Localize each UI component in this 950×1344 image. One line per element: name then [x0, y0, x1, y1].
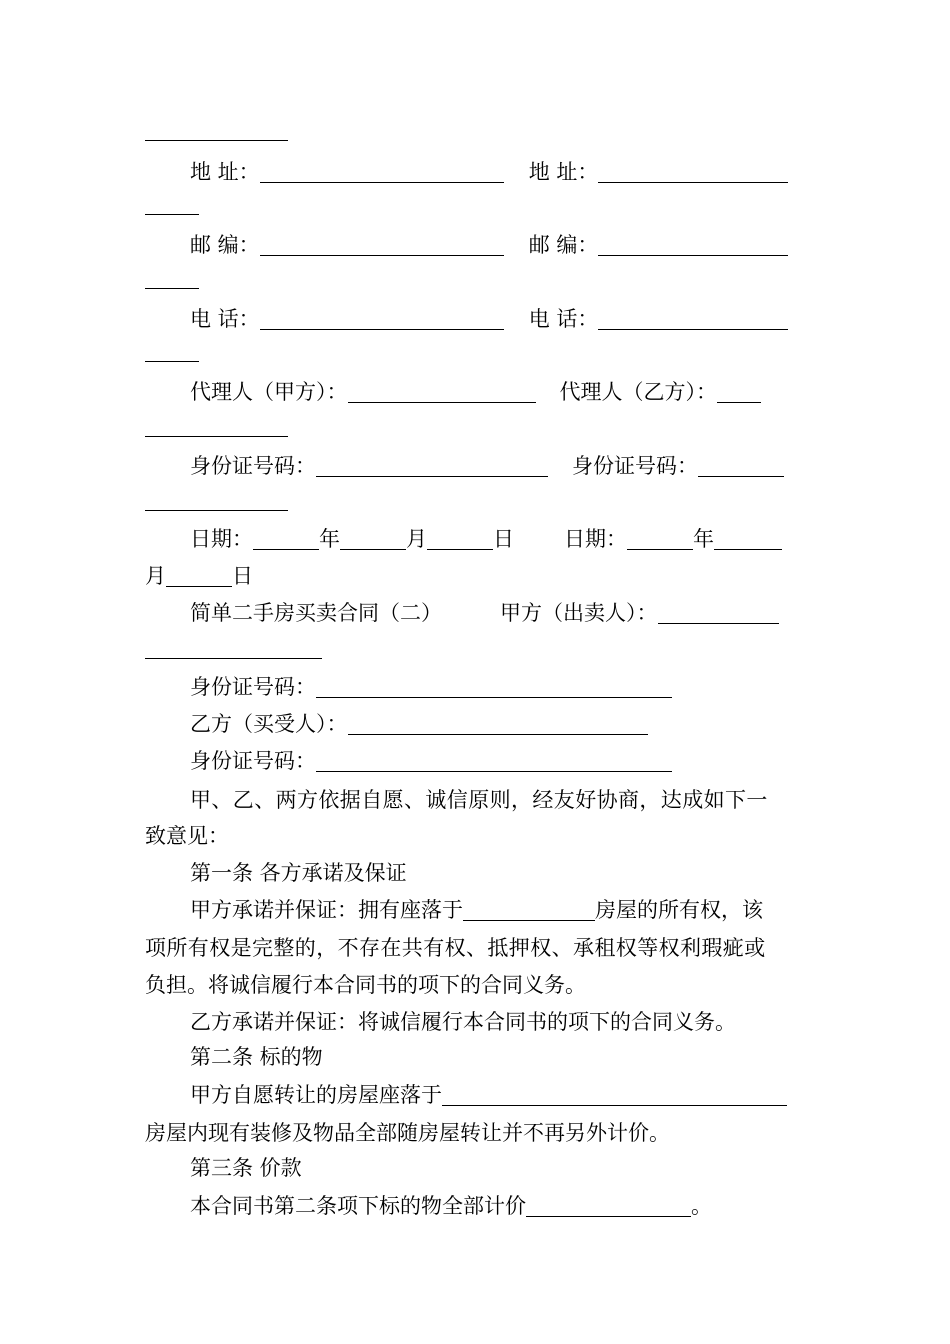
- year-label-a: 年: [319, 527, 340, 551]
- title-row: [145, 595, 807, 631]
- address-label-a: 地 址：: [190, 160, 260, 184]
- location-field-2[interactable]: [442, 1081, 787, 1106]
- date-label-a: 日期：: [190, 527, 253, 551]
- date-row-cont: [145, 558, 807, 594]
- article-1-text-b: 房屋的所有权，该: [595, 898, 763, 922]
- zip-label-b: 邮 编：: [528, 233, 599, 257]
- date-row: [145, 521, 807, 557]
- blank-line[interactable]: [145, 361, 199, 362]
- article-2-title: 第二条 标的物: [190, 1045, 323, 1069]
- month-label-a: 月: [406, 527, 427, 551]
- id-label-c: 身份证号码：: [190, 675, 316, 699]
- price-field[interactable]: [526, 1192, 691, 1217]
- article-2-para-2: [145, 1115, 807, 1151]
- contract-title: 简单二手房买卖合同（二）: [190, 601, 442, 625]
- article-3-title: 第三条 价款: [190, 1156, 302, 1180]
- blank-line[interactable]: [145, 436, 288, 437]
- party-b-row: [145, 706, 807, 742]
- year-field-a[interactable]: [253, 525, 319, 550]
- intro-line-1: [145, 782, 807, 818]
- agent-label-b: 代理人（乙方）：: [559, 380, 717, 404]
- blank-line[interactable]: [145, 510, 288, 511]
- phone-field-a[interactable]: [260, 305, 504, 330]
- article-1-text-a: 甲方承诺并保证：拥有座落于: [190, 898, 463, 922]
- article-2-text-1: 甲方自愿转让的房屋座落于: [190, 1083, 442, 1107]
- date-label-b: 日期：: [564, 527, 627, 551]
- address-label-b: 地 址：: [528, 160, 599, 184]
- id-row-d: [145, 743, 807, 779]
- phone-label-b: 电 话：: [528, 307, 599, 331]
- zip-label-a: 邮 编：: [190, 233, 260, 257]
- day-field-a[interactable]: [427, 525, 493, 550]
- phone-label-a: 电 话：: [190, 307, 260, 331]
- article-3-heading: [145, 1150, 807, 1186]
- article-1-title: 第一条 各方承诺及保证: [190, 861, 407, 885]
- article-1-text-4: 乙方承诺并保证：将诚信履行本合同书的项下的合同义务。: [190, 1010, 736, 1034]
- article-1-para-1-line-2: [145, 930, 807, 966]
- blank-line[interactable]: [145, 288, 199, 289]
- id-field-a[interactable]: [316, 452, 548, 477]
- address-field-a[interactable]: [260, 158, 504, 183]
- article-1-para-2: [145, 1004, 807, 1040]
- id-label-b: 身份证号码：: [572, 454, 698, 478]
- id-label-a: 身份证号码：: [190, 454, 316, 478]
- article-1-para-1: [145, 892, 807, 928]
- intro-text-1: 甲、乙、两方依据自愿、诚信原则，经友好协商，达成如下一: [190, 788, 768, 812]
- party-a-label: 甲方（出卖人）：: [500, 601, 658, 625]
- article-2-text-2: 房屋内现有装修及物品全部随房屋转让并不再另外计价。: [145, 1121, 670, 1145]
- zip-field-b[interactable]: [598, 231, 788, 256]
- id-field-c[interactable]: [316, 673, 672, 698]
- id-row: [145, 448, 807, 484]
- article-3-text-a: 本合同书第二条项下标的物全部计价: [190, 1194, 526, 1218]
- article-1-heading: [145, 855, 807, 891]
- agent-field-b[interactable]: [717, 378, 761, 403]
- article-2-heading: [145, 1039, 807, 1075]
- id-field-d[interactable]: [316, 747, 672, 772]
- zip-field-a[interactable]: [260, 231, 504, 256]
- party-b-field[interactable]: [348, 710, 648, 735]
- party-a-field[interactable]: [658, 599, 779, 624]
- blank-line[interactable]: [145, 214, 199, 215]
- address-row: [145, 154, 807, 190]
- day-label-b: 日: [232, 564, 253, 588]
- blank-line[interactable]: [145, 140, 288, 141]
- day-label-a: 日: [493, 527, 514, 551]
- agent-row: [145, 374, 807, 410]
- agent-field-a[interactable]: [348, 378, 536, 403]
- id-field-b[interactable]: [698, 452, 784, 477]
- month-label-b: 月: [145, 564, 166, 588]
- article-2-para-1: [145, 1077, 807, 1113]
- phone-field-b[interactable]: [598, 305, 788, 330]
- article-1-para-1-line-3: [145, 967, 807, 1003]
- zip-row: [145, 227, 807, 263]
- blank-line[interactable]: [145, 658, 322, 659]
- article-1-text-2: 项所有权是完整的，不存在共有权、抵押权、承租权等权利瑕疵或: [145, 936, 766, 960]
- phone-row: [145, 301, 807, 337]
- party-b-label: 乙方（买受人）：: [190, 712, 348, 736]
- id-row-c: [145, 669, 807, 705]
- month-field-b[interactable]: [714, 525, 782, 550]
- year-field-b[interactable]: [627, 525, 693, 550]
- year-label-b: 年: [693, 527, 714, 551]
- month-field-a[interactable]: [340, 525, 406, 550]
- article-3-para-1: [145, 1188, 807, 1224]
- agent-label-a: 代理人（甲方）：: [190, 380, 348, 404]
- day-field-b[interactable]: [166, 562, 232, 587]
- intro-text-2: 致意见：: [145, 824, 229, 848]
- id-label-d: 身份证号码：: [190, 749, 316, 773]
- article-1-text-3: 负担。将诚信履行本合同书的项下的合同义务。: [145, 973, 586, 997]
- location-field-1[interactable]: [463, 896, 595, 921]
- intro-line-2: [145, 818, 807, 854]
- article-3-text-b: 。: [691, 1194, 712, 1218]
- address-field-b[interactable]: [598, 158, 788, 183]
